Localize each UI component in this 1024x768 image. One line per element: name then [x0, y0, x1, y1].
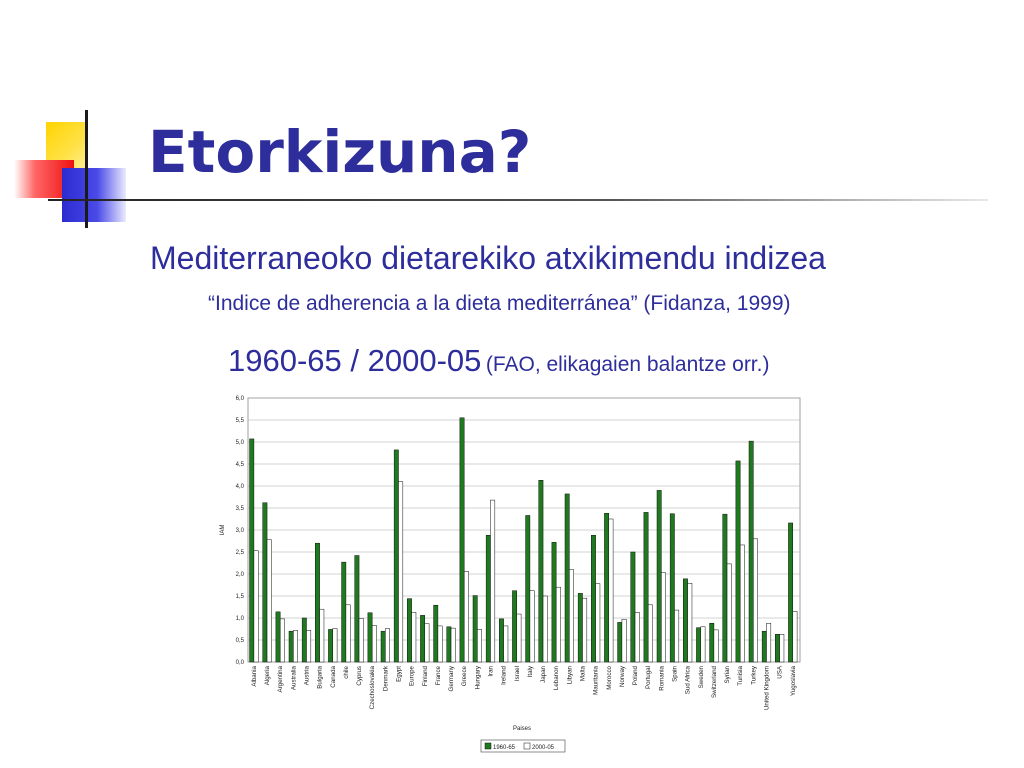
x-tick-label: Cyprus: [356, 666, 364, 686]
bar-2000-05-japan: [543, 596, 547, 662]
bar-2000-05-iran: [490, 500, 494, 662]
bar-2000-05-canada: [333, 629, 337, 662]
x-tick-label: USA: [776, 666, 784, 679]
bar-2000-05-poland: [635, 612, 639, 662]
x-tick-label: Syrian: [724, 666, 732, 684]
x-tick-label: Egypt: [395, 666, 403, 682]
bar-1960-65-europe: [407, 599, 411, 662]
bar-1960-65-turkey: [749, 441, 753, 662]
bar-1960-65-syrian: [723, 514, 727, 662]
x-tick-label: Sud Africa: [684, 666, 692, 695]
x-tick-label: Libyan: [566, 666, 574, 685]
bar-1960-65-denmark: [381, 631, 385, 662]
x-tick-label: Spain: [671, 666, 679, 682]
bar-1960-65-austria: [302, 618, 306, 662]
slide-quote: “Indice de adherencia a la dieta mediterránea” (Fidanza, 1999): [208, 292, 791, 315]
bar-2000-05-yugoslavia: [793, 611, 797, 662]
bar-1960-65-australia: [289, 631, 293, 662]
slide-title: Etorkizuna?: [148, 118, 532, 186]
bar-1960-65-romania: [657, 490, 661, 662]
x-tick-label: Iran: [487, 666, 495, 677]
x-tick-label: Bulgaria: [316, 666, 324, 689]
x-tick-label: Sweden: [697, 666, 705, 689]
y-tick-label: 3,0: [235, 528, 244, 534]
x-tick-label: Finland: [421, 666, 429, 687]
x-tick-label: Ireland: [500, 666, 508, 685]
x-tick-label: Portugal: [645, 666, 653, 690]
x-tick-label: France: [434, 666, 442, 686]
x-tick-label: Europe: [408, 666, 416, 686]
x-tick-label: Tunisia: [737, 666, 745, 686]
x-tick-label: Yugoslavia: [789, 666, 797, 696]
bar-2000-05-france: [438, 626, 442, 662]
bar-2000-05-denmark: [385, 629, 389, 662]
bar-2000-05-albania: [254, 551, 258, 662]
decor-vertical-line: [85, 110, 88, 228]
bar-1960-65-cyprus: [355, 556, 359, 662]
bar-2000-05-switzerland: [714, 630, 718, 662]
y-tick-label: 5,0: [235, 440, 244, 446]
bar-2000-05-malta: [582, 598, 586, 662]
bar-2000-05-algeria: [267, 540, 271, 662]
y-tick-label: 0,5: [235, 638, 244, 644]
bar-1960-65-ireland: [499, 619, 503, 662]
bar-1960-65-france: [434, 605, 438, 662]
bar-1960-65-tunisia: [736, 461, 740, 662]
bar-1960-65-united-kingdom: [762, 631, 766, 662]
legend-label-1960: 1960-65: [493, 745, 516, 751]
y-axis-label: IAM: [220, 524, 226, 536]
x-tick-label: United Kingdom: [763, 666, 771, 711]
x-tick-label: Switzerland: [710, 666, 718, 698]
x-tick-label: Czechoslovakia: [369, 666, 377, 710]
x-tick-label: Argentina: [277, 666, 285, 693]
bar-1960-65-malta: [578, 593, 582, 662]
bar-1960-65-libyan: [565, 494, 569, 662]
source-label: (FAO, elikagaien balantze orr.): [485, 353, 770, 376]
bar-1960-65-bulgaria: [315, 543, 319, 662]
bar-2000-05-spain: [674, 610, 678, 662]
x-tick-label: Lebanon: [553, 666, 561, 691]
y-tick-label: 0,0: [235, 660, 244, 666]
x-tick-label: Mauritania: [592, 666, 600, 695]
adherence-chart: [200, 390, 820, 760]
x-tick-label: Greece: [461, 666, 469, 687]
x-tick-label: Turkey: [750, 666, 758, 685]
x-tick-label: Norway: [618, 666, 626, 687]
bar-1960-65-greece: [460, 418, 464, 662]
y-tick-label: 2,5: [235, 550, 244, 556]
x-tick-label: Poland: [632, 666, 640, 686]
bar-1960-65-spain: [670, 514, 674, 662]
x-tick-label: Italy: [526, 666, 534, 678]
x-tick-label: Malta: [579, 666, 587, 682]
bar-2000-05-libyan: [569, 570, 573, 662]
bar-1960-65-norway: [618, 622, 622, 662]
legend-swatch-1960: [485, 743, 491, 749]
period-line: [228, 343, 769, 379]
x-tick-label: Austria: [303, 666, 311, 686]
bar-2000-05-egypt: [398, 482, 402, 662]
bar-2000-05-greece: [464, 571, 468, 662]
bar-2000-05-tunisia: [740, 545, 744, 662]
bar-1960-65-lebanon: [552, 542, 556, 662]
x-tick-label: Hungary: [474, 666, 482, 690]
bar-1960-65-poland: [631, 552, 635, 662]
x-tick-label: Algeria: [264, 666, 272, 686]
bar-2000-05-syrian: [727, 564, 731, 662]
bar-2000-05-australia: [293, 630, 297, 662]
x-tick-label: Israel: [513, 666, 521, 682]
bar-2000-05-usa: [780, 634, 784, 662]
bar-1960-65-switzerland: [710, 623, 714, 662]
bar-2000-05-cyprus: [359, 618, 363, 662]
bar-1960-65-japan: [539, 480, 543, 662]
bar-2000-05-norway: [622, 619, 626, 662]
legend: [481, 740, 565, 752]
bar-1960-65-argentina: [276, 612, 280, 662]
bar-1960-65-algeria: [263, 503, 267, 662]
legend-swatch-2000: [524, 743, 530, 749]
bar-2000-05-hungary: [477, 629, 481, 662]
bar-2000-05-austria: [306, 630, 310, 662]
bar-2000-05-sweden: [701, 627, 705, 662]
slide-subtitle: Mediterraneoko dietarekiko atxikimendu indizea: [150, 240, 826, 276]
bar-2000-05-bulgaria: [320, 609, 324, 662]
bar-1960-65-portugal: [644, 512, 648, 662]
x-tick-label: Morocco: [605, 666, 613, 690]
bar-1960-65-hungary: [473, 596, 477, 662]
bar-1960-65-albania: [250, 439, 254, 662]
x-tick-label: chile: [342, 666, 350, 679]
bar-2000-05-europe: [412, 612, 416, 662]
bar-2000-05-united-kingdom: [766, 623, 770, 662]
bar-1960-65-czechoslovakia: [368, 613, 372, 662]
period-label: 1960-65 / 2000-05: [228, 343, 482, 378]
bar-1960-65-germany: [447, 627, 451, 662]
bar-1960-65-canada: [328, 629, 332, 662]
bar-1960-65-egypt: [394, 450, 398, 662]
bar-1960-65-usa: [775, 634, 779, 662]
y-tick-label: 6,0: [235, 396, 244, 402]
bar-2000-05-morocco: [609, 519, 613, 662]
bar-2000-05-germany: [451, 628, 455, 662]
bar-2000-05-israel: [517, 614, 521, 662]
bar-1960-65-sud-africa: [683, 579, 687, 662]
bar-2000-05-turkey: [753, 539, 757, 662]
y-tick-label: 1,0: [235, 616, 244, 622]
bar-2000-05-italy: [530, 591, 534, 662]
x-tick-label: Denmark: [382, 666, 390, 692]
y-tick-label: 4,5: [235, 462, 244, 468]
bar-2000-05-finland: [425, 624, 429, 662]
x-tick-label: Australia: [290, 666, 298, 691]
bar-2000-05-mauritania: [596, 584, 600, 662]
x-axis-label: Paises: [512, 726, 532, 732]
bar-2000-05-romania: [661, 573, 665, 662]
decor-horizontal-line: [48, 199, 988, 201]
bar-2000-05-argentina: [280, 619, 284, 662]
bar-1960-65-finland: [420, 615, 424, 662]
y-tick-label: 4,0: [235, 484, 244, 490]
bar-1960-65-mauritania: [591, 535, 595, 662]
bar-2000-05-chile: [346, 605, 350, 662]
y-tick-label: 3,5: [235, 506, 244, 512]
bar-2000-05-lebanon: [556, 587, 560, 662]
bar-2000-05-sud-africa: [688, 583, 692, 662]
bar-2000-05-portugal: [648, 605, 652, 662]
x-tick-label: Germany: [448, 666, 456, 692]
x-tick-label: Albania: [250, 666, 258, 687]
bar-2000-05-ireland: [504, 626, 508, 662]
x-tick-label: Romania: [658, 666, 666, 691]
decor-blue-square: [62, 168, 126, 222]
bar-1960-65-italy: [526, 515, 530, 662]
legend-label-2000: 2000-05: [532, 745, 555, 751]
bar-1960-65-sweden: [696, 628, 700, 662]
bar-1960-65-chile: [342, 562, 346, 662]
x-tick-label: Canada: [329, 666, 337, 688]
x-tick-label: Japan: [540, 666, 548, 683]
y-tick-label: 1,5: [235, 594, 244, 600]
bar-1960-65-yugoslavia: [788, 523, 792, 662]
bar-1960-65-israel: [512, 591, 516, 662]
bar-1960-65-iran: [486, 535, 490, 662]
bar-1960-65-morocco: [604, 513, 608, 662]
bar-2000-05-czechoslovakia: [372, 625, 376, 662]
y-tick-label: 5,5: [235, 418, 244, 424]
y-tick-label: 2,0: [235, 572, 244, 578]
